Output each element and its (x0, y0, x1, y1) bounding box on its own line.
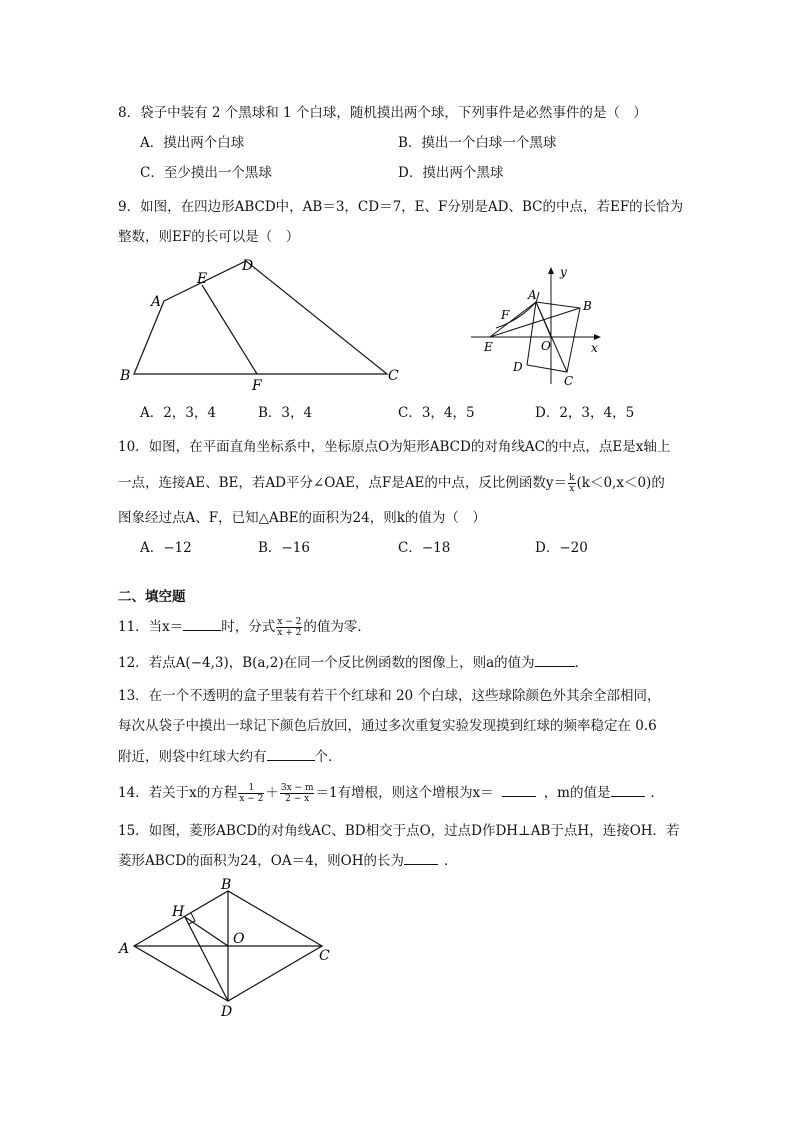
q11-part3: 的值为零． (303, 619, 371, 635)
q9-label-e: E (197, 271, 208, 287)
q12-answer-blank[interactable] (535, 666, 575, 667)
q15-label-h: H (172, 904, 185, 920)
q10-coordinate-figure (468, 262, 608, 390)
q13-line3b: 个． (314, 749, 342, 765)
q12-end: ． (574, 655, 589, 671)
q14-fraction-2 (280, 783, 315, 804)
q15-label-d: D (221, 1004, 233, 1018)
q13-line3a: 附近，则袋中红球大约有 (118, 749, 267, 765)
q10-label-f: F (501, 308, 510, 322)
q10-option-a: A．−12 (140, 540, 192, 556)
q15-rhombus-figure (112, 876, 342, 1018)
q8-option-b: B．摸出一个白球一个黑球 (398, 135, 557, 151)
q9-segment-ef (202, 285, 257, 374)
q10-stem-line2 (118, 473, 665, 494)
q14-part2: ＝1有增根，则这个增根为x＝ (315, 785, 494, 801)
q15-answer-blank[interactable] (404, 864, 438, 865)
q10-option-b: B．−16 (258, 540, 310, 556)
q14-root-blank[interactable] (502, 796, 536, 797)
q10-label-c: C (564, 374, 574, 388)
q15-label-o: O (233, 931, 245, 947)
q11-part1: 11．当x＝ (118, 619, 184, 635)
q9-label-c: C (388, 368, 399, 384)
q10-fraction (568, 473, 575, 494)
q10-stem-line3: 图象经过点A、F，已知△ABE的面积为24，则k的值为（ ） (118, 510, 486, 526)
q11-fraction (276, 617, 302, 638)
q9-option-b: B．3，4 (258, 405, 313, 421)
q10-label-y: y (560, 265, 567, 279)
q11-part2: 时，分式 (221, 619, 276, 635)
q11-frac-num: x − 2 (277, 617, 302, 627)
q9-label-b: B (120, 368, 131, 384)
q10-stem-line1: 10．如图，在平面直角坐标系中，坐标原点O为矩形ABCD的对角线AC的中点，点E是x轴上 (118, 439, 671, 455)
q10-label-b: B (583, 299, 592, 313)
q15-end: ． (444, 853, 458, 869)
q10-segment-ao (536, 302, 551, 337)
q14-end: ． (650, 785, 664, 801)
q13-line3 (118, 747, 342, 767)
q15-label-a: A (119, 941, 130, 957)
q9-label-a: A (151, 294, 162, 310)
q8-option-d: D．摸出两个黑球 (398, 165, 504, 181)
q10-segment-ae (490, 302, 536, 337)
q15-segment-oh (185, 917, 228, 946)
q9-label-f: F (252, 378, 262, 392)
q10-label-e: E (484, 340, 493, 354)
q15-label-c: C (319, 948, 330, 964)
q9-quadrilateral-outline (134, 261, 387, 374)
q14-frac2-num: 3x − m (280, 783, 314, 793)
q15-line2 (118, 851, 458, 871)
q9-quadrilateral-figure (112, 252, 412, 392)
q8-option-a: A．摸出两个白球 (140, 135, 245, 151)
q13-line2: 每次从袋子中摸出一球记下颜色后放回，通过多次重复实验发现摸到红球的频率稳定在 0.6 (118, 718, 657, 734)
q14-part1: 14．若关于x的方程 (118, 785, 238, 801)
q14-fraction-1 (238, 783, 264, 804)
q11-frac-den: x + 2 (277, 628, 302, 638)
q15-line1: 15．如图，菱形ABCD的对角线AC、BD相交于点O，过点D作DH⊥AB于点H，连接OH．若 (118, 823, 680, 839)
q14-frac1-den: x − 2 (239, 794, 264, 804)
section2-title: 二、填空题 (118, 589, 186, 605)
q8-option-c: C．至少摸出一个黑球 (140, 165, 272, 181)
q13-line1: 13．在一个不透明的盒子里装有若干个红球和 20 个白球，这些球除颜色外其余全部相同， (118, 688, 661, 704)
q14-frac2-den: 2 − x (285, 794, 310, 804)
q12-text: 12．若点A(−4,3)，B(a,2)在同一个反比例函数的图像上，则a的值为 (118, 655, 535, 671)
q10-frac-num: k (569, 473, 575, 483)
q10-stem-line2-text: 一点，连接AE、BE，若AD平分∠OAE，点F是AE的中点，反比例函数y＝ (118, 475, 568, 491)
q15-right-angle-mark (189, 913, 195, 924)
q14-part3: ，m的值是 (543, 785, 611, 801)
q9-option-c: C．3，4，5 (398, 405, 475, 421)
q9-label-d: D (242, 258, 254, 274)
q15-line2a: 菱形ABCD的面积为24，OA＝4，则OH的长为 (118, 853, 404, 869)
q13-answer-blank[interactable] (267, 760, 315, 761)
q11-answer-blank[interactable] (183, 630, 221, 631)
q14-line (118, 783, 664, 804)
q10-option-c: C．−18 (398, 540, 451, 556)
q10-label-o: O (541, 339, 551, 353)
q14-m-blank[interactable] (611, 796, 645, 797)
q15-label-b: B (221, 877, 232, 893)
q10-label-a: A (528, 288, 537, 302)
q14-frac1-num: 1 (238, 783, 264, 794)
q8-stem: 8．袋子中装有 2 个黑球和 1 个白球，随机摸出两个球，下列事件是必然事件的是（ ） (118, 105, 647, 121)
q10-label-d: D (513, 360, 523, 374)
q10-stem-line2-tail: (k＜0,x＜0)的 (576, 475, 665, 491)
q9-option-d: D．2，3，4，5 (535, 405, 635, 421)
q9-stem-line1: 9．如图，在四边形ABCD中，AB＝3，CD＝7，E、F分别是AD、BC的中点，若EF的长恰为 (118, 199, 684, 215)
q9-option-a: A．2，3，4 (140, 405, 217, 421)
q12-line (118, 653, 588, 673)
q10-option-d: D．−20 (535, 540, 588, 556)
q10-frac-den: x (569, 484, 575, 494)
q10-label-x: x (591, 341, 598, 355)
q9-stem-line2: 整数，则EF的长可以是（ ） (118, 229, 300, 245)
q14-plus: ＋ (265, 785, 279, 801)
q11-line (118, 617, 371, 638)
